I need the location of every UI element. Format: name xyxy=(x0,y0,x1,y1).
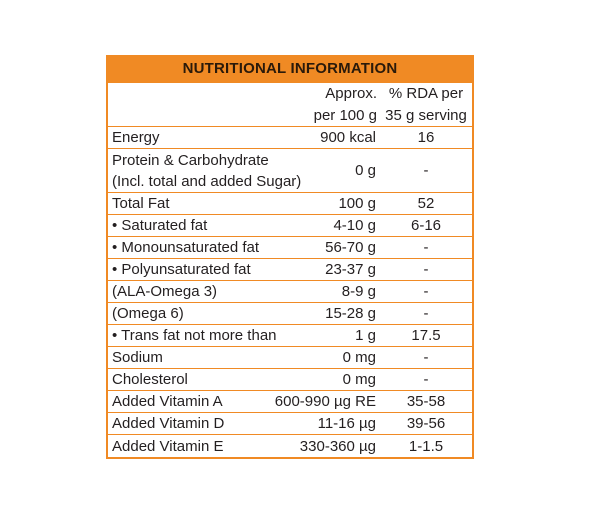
row-label: Added Vitamin A xyxy=(112,393,223,410)
row-amount: 900 kcal xyxy=(320,129,376,146)
header-label-cell xyxy=(108,83,304,126)
header-amount-line1: Approx. xyxy=(325,84,377,102)
table-row xyxy=(108,237,472,259)
header-amount-cell xyxy=(304,83,380,126)
table-row xyxy=(108,303,472,325)
row-rda: - xyxy=(423,349,429,366)
row-label: Added Vitamin E xyxy=(112,437,224,455)
table-row xyxy=(108,193,472,215)
row-rda: 16 xyxy=(417,129,435,146)
row-amount: 0 g xyxy=(355,162,376,179)
row-amount: 1 g xyxy=(355,327,376,344)
table-row xyxy=(108,325,472,347)
row-label: • Polyunsaturated fat xyxy=(112,261,251,278)
table-row xyxy=(108,369,472,391)
table-row xyxy=(108,281,472,303)
row-label: • Monounsaturated fat xyxy=(112,239,260,256)
table-header-row xyxy=(108,83,472,127)
row-amount: 0 mg xyxy=(342,349,376,366)
table-row xyxy=(108,347,472,369)
row-amount: 100 g xyxy=(338,195,376,212)
table-title: NUTRITIONAL INFORMATION xyxy=(108,57,472,83)
table-row xyxy=(108,215,472,237)
row-label: Sodium xyxy=(112,349,163,366)
row-label-line1: Protein & Carbohydrate xyxy=(112,151,269,169)
row-rda: 1-1.5 xyxy=(408,437,444,455)
row-label xyxy=(108,149,304,192)
row-label: • Saturated fat xyxy=(112,217,208,234)
header-amount-line2: per 100 g xyxy=(313,106,377,124)
row-rda: 6-16 xyxy=(410,217,442,234)
table-row xyxy=(108,413,472,435)
row-rda: - xyxy=(423,261,429,278)
row-amount: 600-990 µg RE xyxy=(274,393,376,410)
row-amount: 11-16 µg xyxy=(317,415,376,432)
row-rda: - xyxy=(423,239,429,256)
table-row xyxy=(108,127,472,149)
header-rda-line2: 35 g serving xyxy=(385,106,467,124)
row-amount: 23-37 g xyxy=(325,261,376,278)
row-rda: 39-56 xyxy=(406,415,446,432)
row-amount: 330-360 µg xyxy=(299,437,376,455)
row-amount: 15-28 g xyxy=(325,305,376,322)
table-row xyxy=(108,259,472,281)
row-rda: 35-58 xyxy=(406,393,446,410)
header-rda-line1: % RDA per xyxy=(388,84,464,102)
row-rda: 52 xyxy=(417,195,435,212)
nutrition-table xyxy=(106,55,474,459)
row-rda: - xyxy=(423,162,429,179)
header-rda-cell xyxy=(380,83,472,126)
row-label: Added Vitamin D xyxy=(112,415,225,432)
row-label: • Trans fat not more than xyxy=(112,327,277,344)
row-amount: 8-9 g xyxy=(341,283,376,300)
row-label: (Omega 6) xyxy=(112,305,184,322)
table-row xyxy=(108,391,472,413)
table-row xyxy=(108,149,472,193)
row-rda: - xyxy=(423,283,429,300)
row-amount: 4-10 g xyxy=(333,217,376,234)
row-label-line2: (Incl. total and added Sugar) xyxy=(112,172,302,190)
row-rda: - xyxy=(423,305,429,322)
row-label: (ALA-Omega 3) xyxy=(112,283,218,300)
row-rda: - xyxy=(423,371,429,388)
row-amount: 0 mg xyxy=(342,371,376,388)
row-label: Cholesterol xyxy=(112,371,188,388)
row-amount: 56-70 g xyxy=(325,239,376,256)
table-row xyxy=(108,435,472,457)
row-rda: 17.5 xyxy=(411,327,441,344)
row-label: Total Fat xyxy=(112,195,170,212)
row-label: Energy xyxy=(112,129,160,146)
